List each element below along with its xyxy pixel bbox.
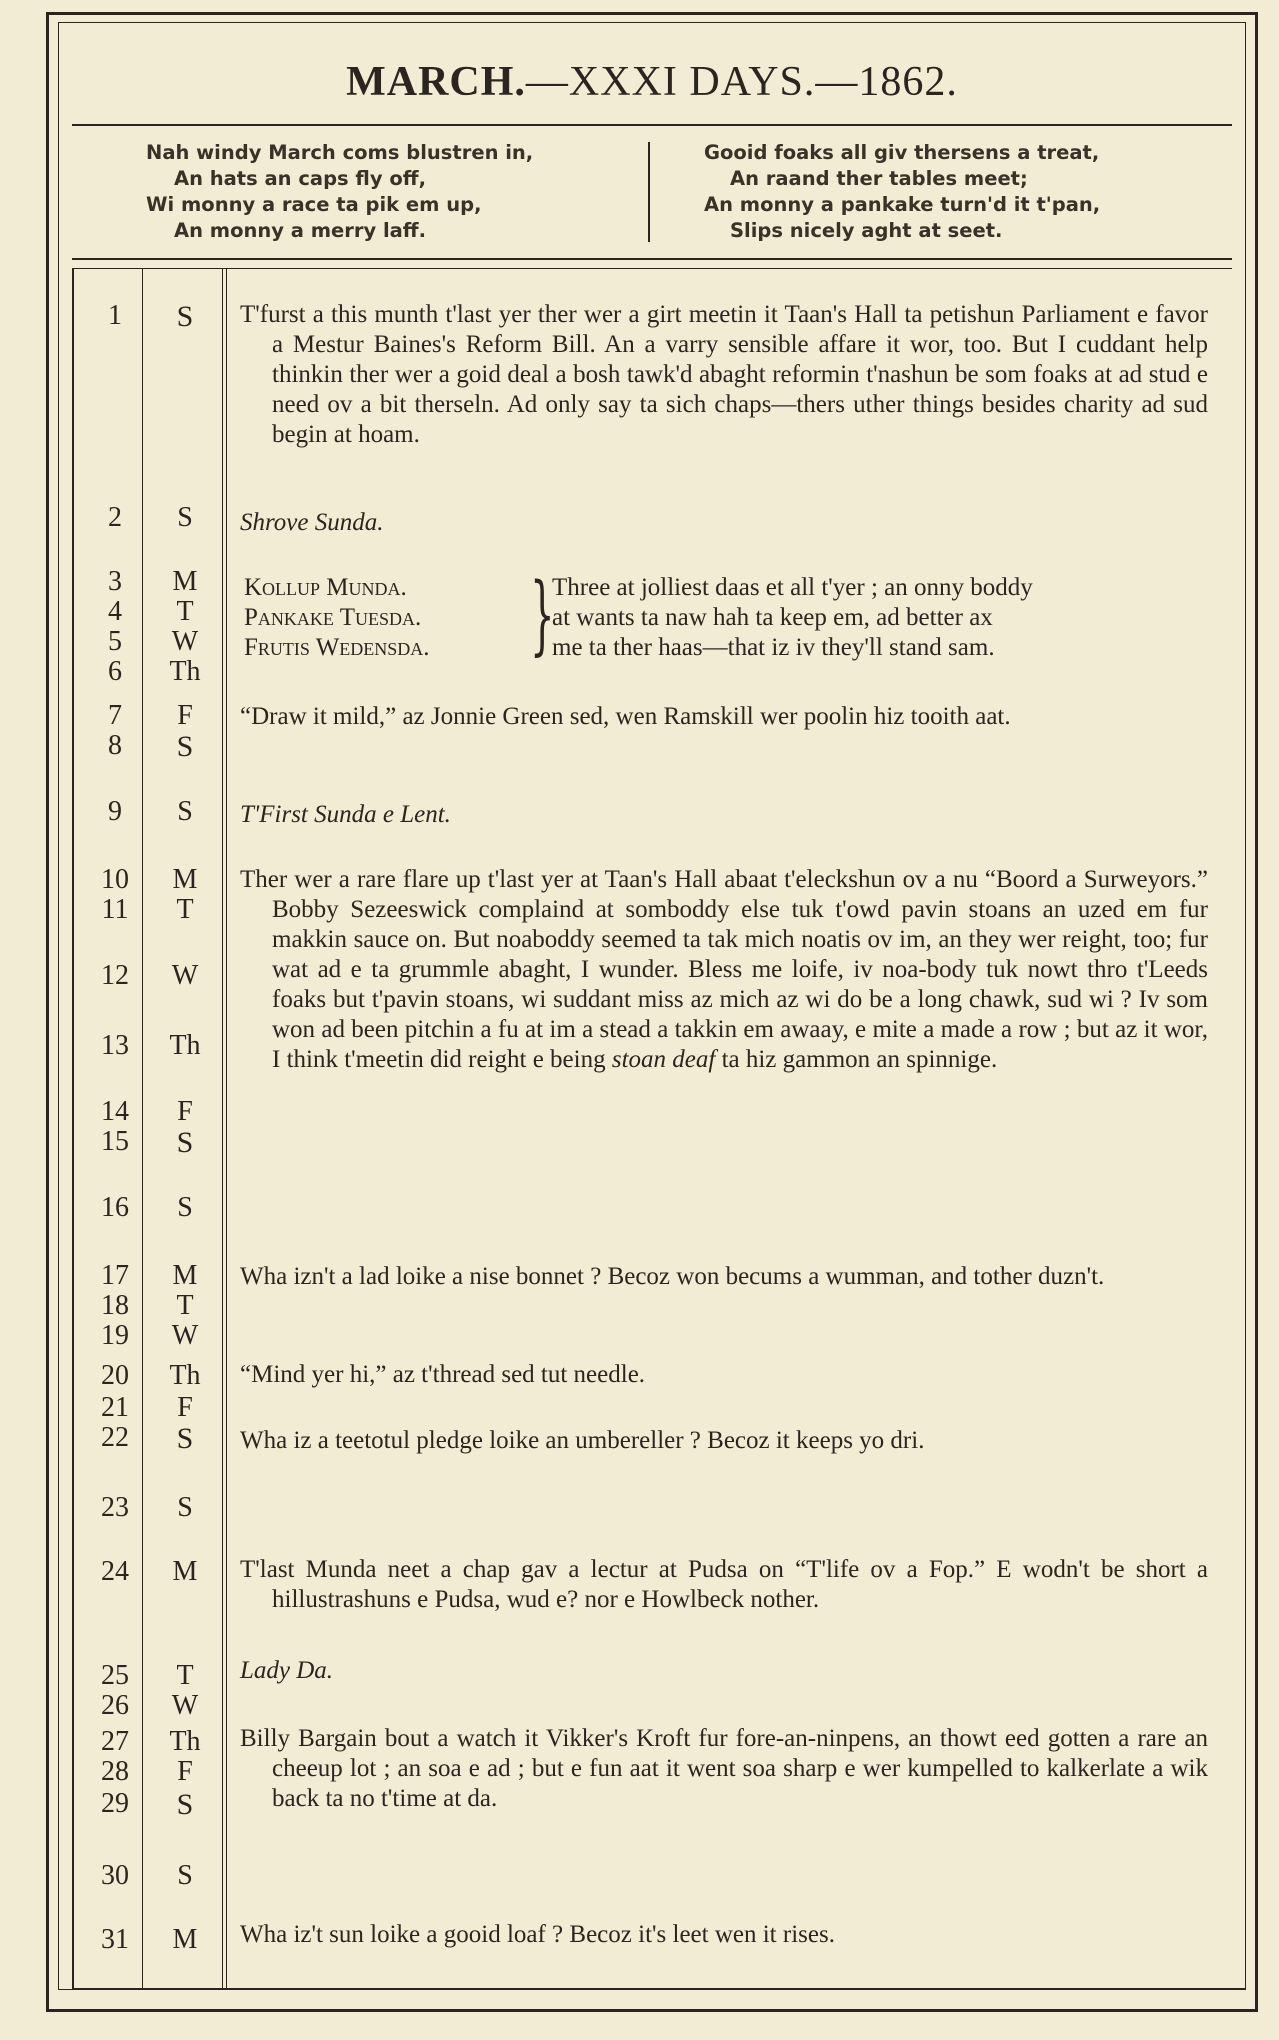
entry-22	[240, 1426, 1208, 1456]
weekday-letter: S	[176, 300, 194, 333]
entry-text-part: Ther wer a rare flare up t'last yer at Taan's Hall abaat t'eleckshun ov a nu “Boord a Surweyors.” Bobby Sezeeswick complaind at somboddy else tuk t'owd pavin stoans an uzed em fur makkin sauce on. But noaboddy seemed ta tak mich noatis ov im, an they wer reight, too; fur wat ad e ta grummle abaght, I wunder. Bless me loife, iv noa-body tuk nowt thro t'Leeds foaks but t'pavin stoans, wi suddant miss az mich az wi do be a long chawk, sud wi ? Iv som won ad been pitchin a fu at im a stead a takkin em awaay, e mite a made a row ; but az it wor, I think t'meetin did reight e being	[240, 866, 1208, 1073]
entry-text: Wha iz a teetotul pledge loike an umbereller ? Becoz it keeps yo dri.	[240, 1427, 925, 1454]
verse-line: Nah windy March coms blustren in,	[146, 141, 534, 164]
weekday-letter: S	[177, 502, 193, 533]
entry-20	[240, 1360, 1208, 1390]
day-number: 25	[101, 1660, 129, 1691]
verse-line: Gooid foaks all giv thersens a treat,	[704, 141, 1100, 164]
feast-day: Kollup Munda.	[244, 574, 407, 601]
month-name: MARCH.	[346, 59, 526, 105]
verse-right	[704, 140, 1100, 244]
entry-text: Wha iz't sun loike a gooid loaf ? Becoz it's leet wen it rises.	[240, 1921, 835, 1948]
day-number: 21	[101, 1392, 129, 1423]
weekday-letter: S	[176, 1126, 194, 1159]
entry-text: “Mind yer hi,” az t'thread sed tut needle.	[240, 1361, 646, 1388]
entry-text: “Draw it mild,” az Jonnie Green sed, wen Ramskill wer poolin hiz tooith aat.	[240, 703, 1011, 730]
feast-days	[244, 573, 430, 663]
day-number: 7	[108, 700, 122, 731]
verse-line: An monny a merry laff.	[174, 219, 427, 242]
weekday-letter: F	[177, 1392, 193, 1423]
day-number: 14	[101, 1096, 129, 1127]
day-number: 24	[101, 1556, 129, 1587]
weekday-letter: Th	[169, 1360, 201, 1391]
feast-day: Pankake Tuesda.	[244, 604, 422, 631]
entry-text	[240, 865, 1208, 1075]
weekday-letter: F	[177, 1756, 193, 1787]
day-number: 15	[101, 1126, 129, 1157]
day-number: 16	[101, 1192, 129, 1223]
day-number: 19	[101, 1320, 129, 1351]
title-rule	[72, 124, 1232, 126]
entry-17	[240, 1262, 1208, 1292]
weekday-letter: M	[172, 566, 198, 597]
weekday-letter: S	[176, 1788, 194, 1821]
entry-10	[240, 865, 1208, 1075]
weekday-letter: F	[177, 700, 193, 731]
weekday-letter: M	[172, 1556, 198, 1587]
verse-line: An raand ther tables meet;	[730, 167, 1028, 190]
weekday-letter: F	[177, 1096, 193, 1127]
weekday-letter: M	[172, 864, 198, 895]
entry-text: Wha izn't a lad loike a nise bonnet ? Becoz won becums a wumman, and tother duzn't.	[240, 1263, 1105, 1290]
day-number: 13	[101, 1030, 129, 1061]
weekday-letter: S	[177, 796, 193, 827]
day-number: 23	[101, 1492, 129, 1523]
entry-text-end: ta hiz gammon an spinnige.	[715, 1046, 998, 1073]
verse-line: An hats an caps fly off,	[174, 167, 426, 190]
day-number: 17	[101, 1260, 129, 1291]
day-number: 27	[101, 1726, 129, 1757]
entry-25: Lady Da.	[240, 1657, 334, 1684]
feast-line: at wants ta naw hah ta keep em, ad better ax	[552, 604, 993, 631]
day-number: 2	[108, 502, 122, 533]
weekday-letter: Th	[169, 1030, 201, 1061]
feast-line: me ta ther haas—that iz iv they'll stand sam.	[552, 634, 995, 661]
weekday-letter: S	[176, 730, 194, 763]
verse-line: An monny a pankake turn'd it t'pan,	[704, 193, 1101, 216]
day-number: 11	[101, 894, 129, 925]
weekday-letter: T	[176, 894, 194, 925]
weekday-letter: W	[171, 626, 199, 657]
weekday-letter: M	[172, 1924, 198, 1955]
entry-7	[240, 702, 1208, 732]
weekday-letter: S	[176, 1422, 194, 1455]
day-number: 12	[101, 960, 129, 991]
entry-24	[240, 1555, 1208, 1615]
entry-text-italic: stoan deaf	[611, 1046, 716, 1073]
weekday-letter: T	[176, 596, 194, 627]
day-number: 6	[108, 656, 122, 687]
day-number: 8	[108, 730, 122, 761]
day-number: 9	[108, 796, 122, 827]
day-number: 31	[101, 1924, 129, 1955]
weekday-letter: W	[171, 1320, 199, 1351]
entry-9: T'First Sunda e Lent.	[240, 801, 451, 828]
feast-day: Frutis Wedensda.	[244, 634, 430, 661]
weekday-letter: W	[171, 960, 199, 991]
weekday-letter: S	[177, 1192, 193, 1223]
verse-left	[146, 140, 533, 244]
day-number: 29	[101, 1788, 129, 1819]
entry-text: T'last Munda neet a chap gav a lectur at Pudsa on “T'life ov a Fop.” E wodn't be short a hillustrashuns e Pudsa, wud e? nor e Howlbeck nother.	[240, 1556, 1208, 1613]
day-number: 20	[101, 1360, 129, 1391]
day-number: 22	[101, 1422, 129, 1453]
entry-1	[240, 300, 1208, 450]
verse-bottom-rule-2	[72, 268, 1232, 269]
title-rest: —XXXI DAYS.—1862.	[525, 59, 958, 105]
feast-line: Three at jolliest daas et all t'yer ; an onny boddy	[552, 574, 1033, 601]
verse-bottom-rule	[72, 258, 1232, 260]
day-number: 30	[101, 1860, 129, 1891]
entry-31	[240, 1920, 1208, 1950]
weekday-letter: W	[171, 1690, 199, 1721]
weekday-letter: Th	[169, 656, 201, 687]
brace: }	[530, 565, 555, 665]
entry-text: Billy Bargain bout a watch it Vikker's Kroft fur fore-an-ninpens, an thowt eed gotten a rare an cheeup lot ; an soa e ad ; but e fun aat it went soa sharp e wer kumpelled to kalkerlate a wik back ta no t'time at da.	[240, 1725, 1208, 1812]
day-number: 3	[108, 566, 122, 597]
table-bottom-rule	[72, 1988, 1246, 1990]
day-number: 28	[101, 1756, 129, 1787]
day-number: 18	[101, 1290, 129, 1321]
verse-divider	[648, 142, 650, 242]
weekday-letter: Th	[169, 1726, 201, 1757]
day-number: 4	[108, 596, 122, 627]
day-number: 5	[108, 626, 122, 657]
weekday-letter: T	[176, 1660, 194, 1691]
day-number: 26	[101, 1690, 129, 1721]
weekday-letter: M	[172, 1260, 198, 1291]
day-number: 10	[101, 864, 129, 895]
verse-line: Wi monny a race ta pik em up,	[146, 193, 482, 216]
weekday-letter: S	[177, 1860, 193, 1891]
entry-2: Shrove Sunda.	[240, 509, 384, 536]
day-number: 1	[108, 300, 122, 331]
page-title	[58, 58, 1246, 106]
weekday-letter: S	[177, 1492, 193, 1523]
entry-27	[240, 1724, 1208, 1814]
weekday-letter: T	[176, 1290, 194, 1321]
entry-text: T'furst a this munth t'last yer ther wer a girt meetin it Taan's Hall ta petishun Parliament e favor a Mestur Baines's Reform Bill. An a varry sensible affare it wor, too. But I cuddant help thinkin ther wer a goid deal a bosh tawk'd abaght reformin t'nashun be som foaks at ad stud e need ov a bit therseln. Ad only say ta sich chaps—thers uther things besides charity ad sud begin at hoam.	[240, 301, 1208, 448]
verse-line: Slips nicely aght at seet.	[730, 219, 1003, 242]
feast-text	[552, 573, 1210, 663]
